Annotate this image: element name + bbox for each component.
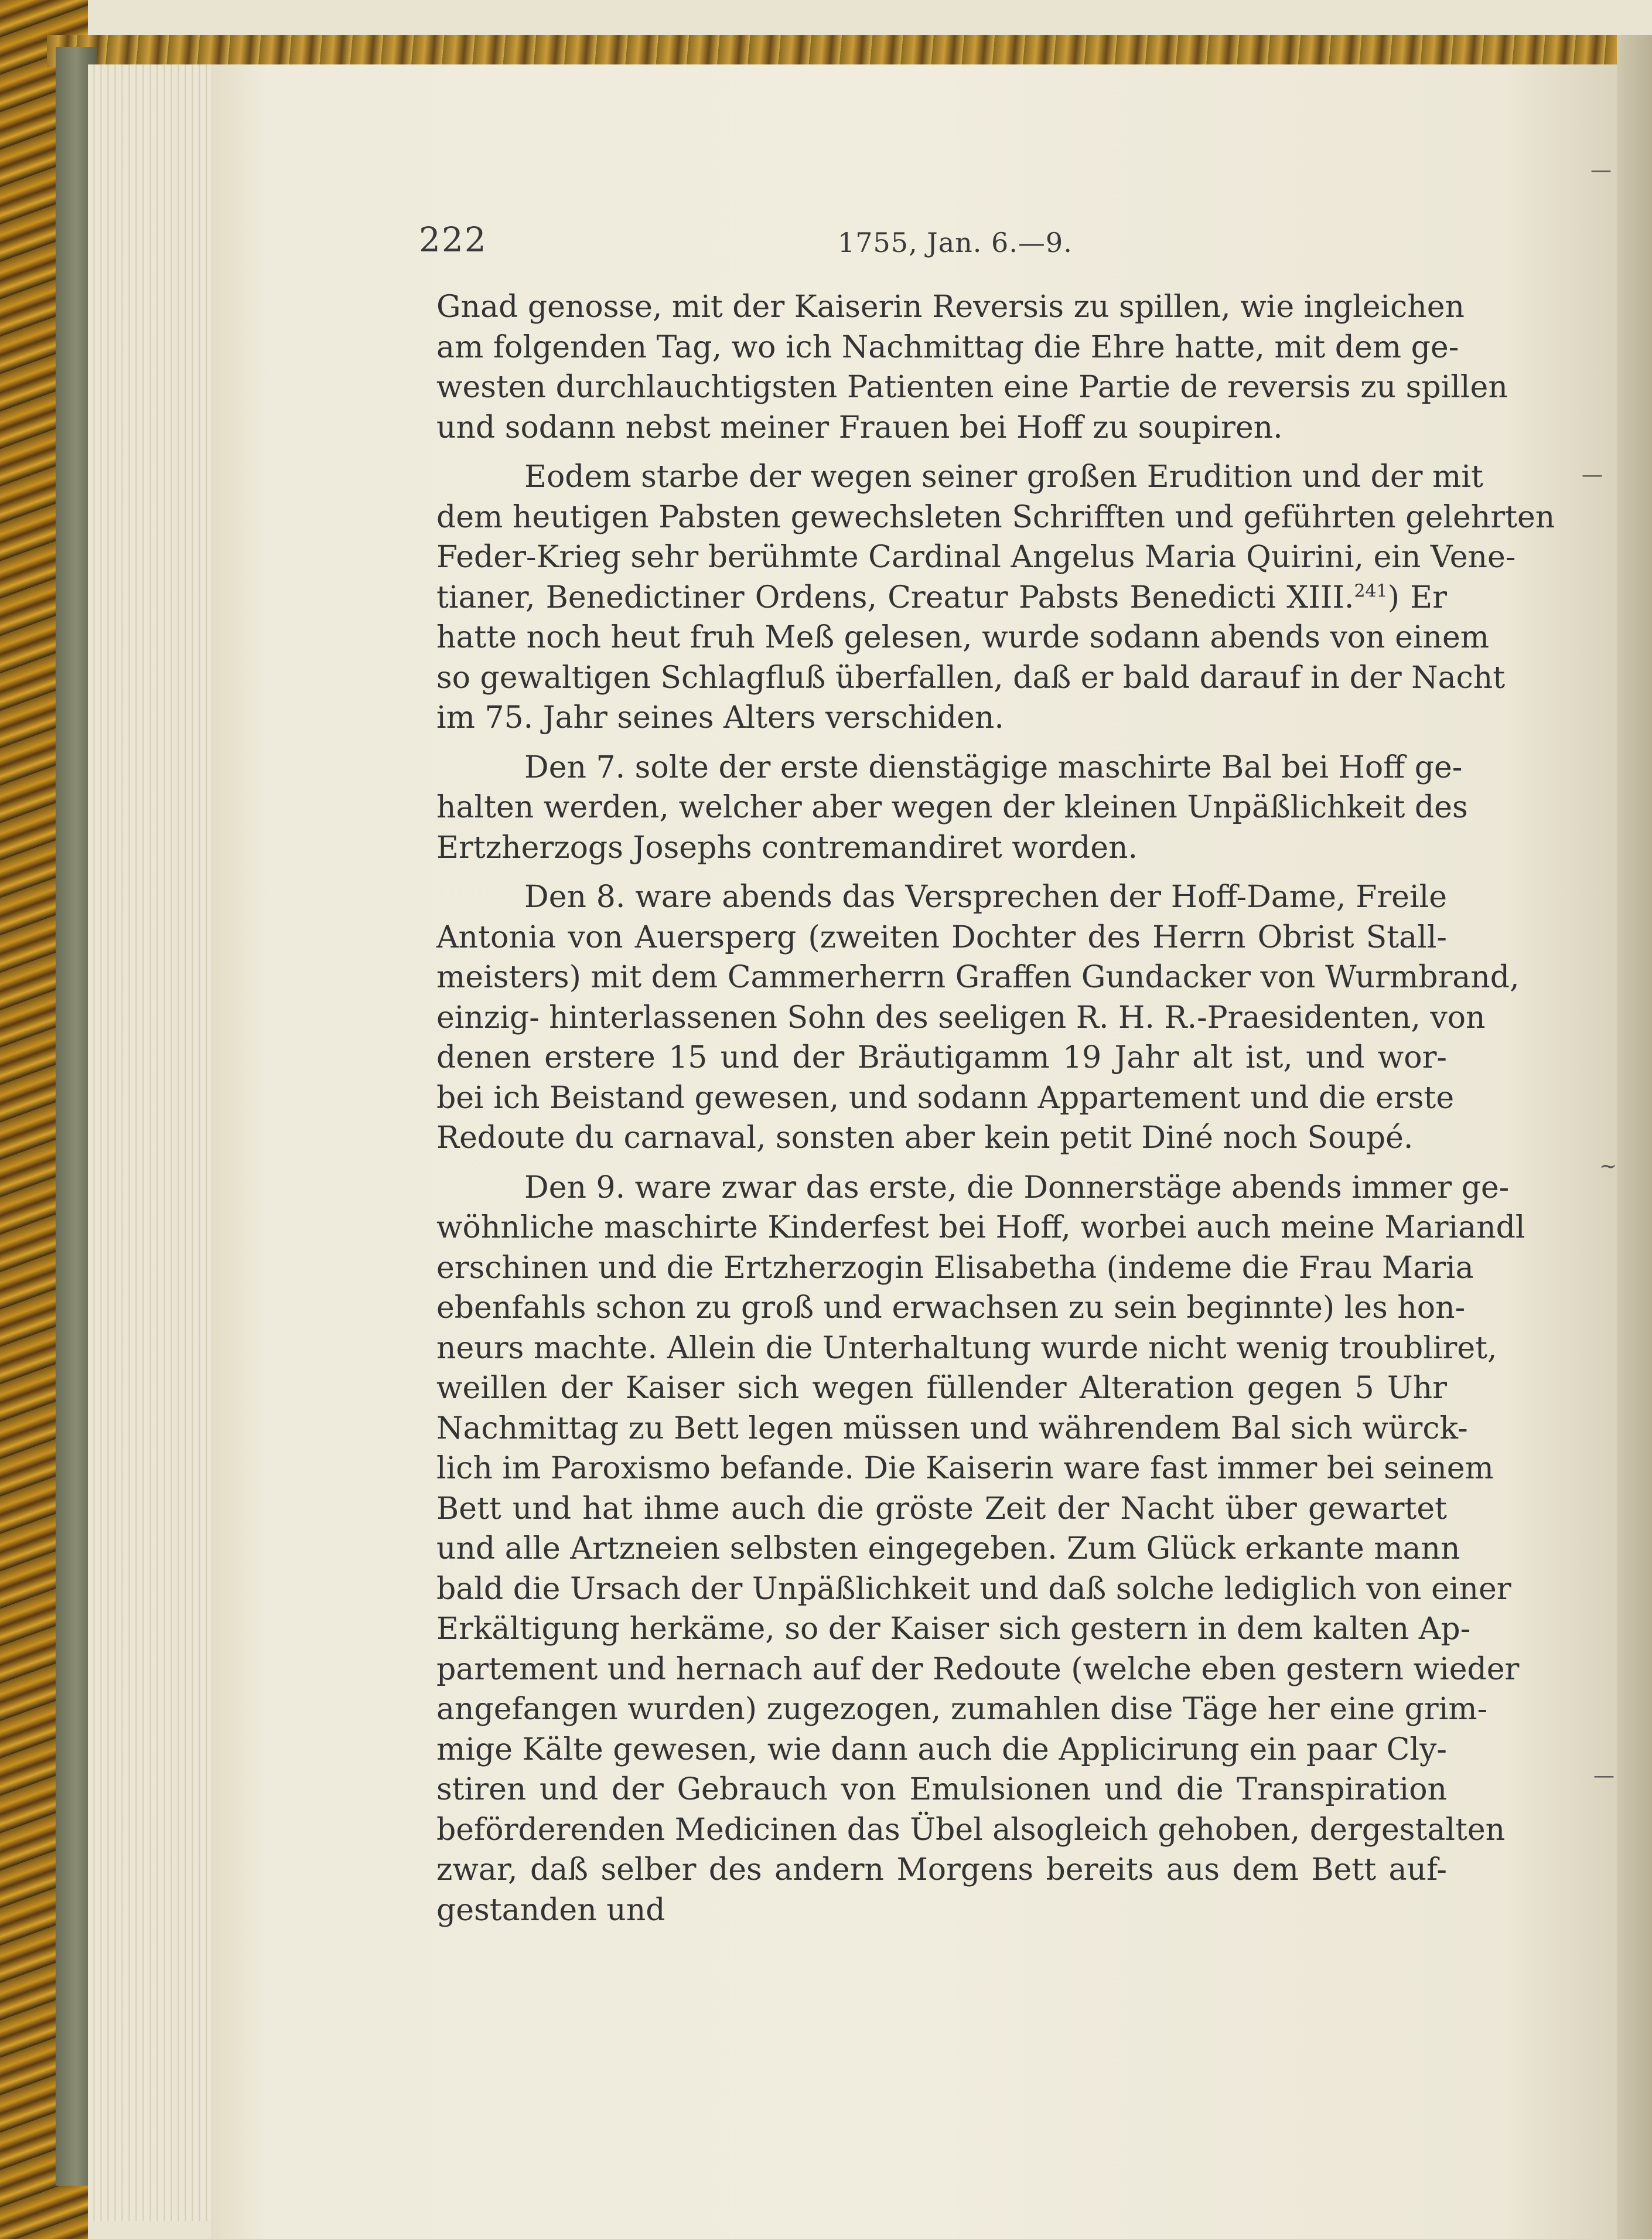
text-line: wöhnliche maschirte Kinderfest bei Hoff, worbei auch meine Mariandl: [436, 1210, 1525, 1245]
text-line: dem heutigen Pabsten gewechsleten Schrifften und geführten gelehrten: [436, 499, 1555, 535]
text-line: Nachmittag zu Bett legen müssen und währendem Bal sich würck-: [436, 1410, 1468, 1446]
text-line: Eodem starbe der wegen seiner großen Erudition und der mit: [524, 459, 1483, 495]
paragraph-5: [436, 1168, 1525, 1931]
text-line: im 75. Jahr seines Alters verschiden.: [436, 700, 1004, 735]
page-right-edge: [1617, 35, 1652, 2239]
footnote-reference: 241: [1354, 581, 1388, 602]
text-line: partement und hernach auf der Redoute (welche eben gestern wieder: [436, 1651, 1520, 1687]
paragraph-1: [436, 287, 1508, 448]
paragraph-4: [436, 877, 1520, 1158]
text-line: weillen der Kaiser sich wegen füllender Alteration gegen 5 Uhr: [436, 1371, 1447, 1406]
text-line: Erkältigung herkäme, so der Kaiser sich gestern in dem kalten Ap-: [436, 1611, 1471, 1647]
text-fragment: ) Er: [1387, 580, 1447, 615]
paragraph-3: [436, 748, 1468, 868]
text-line: hatte noch heut fruh Meß gelesen, wurde sodann abends von einem: [436, 620, 1490, 655]
text-line: bald die Ursach der Unpäßlichkeit und daß solche lediglich von einer: [436, 1571, 1511, 1607]
text-fragment: tianer, Benedictiner Ordens, Creatur Pabsts Benedicti XIII.: [436, 580, 1354, 615]
text-line: lich im Paroxismo befande. Die Kaiserin ware fast immer bei seinem: [436, 1451, 1494, 1486]
text-line: denen erstere 15 und der Bräutigamm 19 Jahr alt ist, und wor-: [436, 1040, 1447, 1075]
margin-mark: ~: [1599, 1154, 1617, 1178]
text-line: ebenfahls schon zu groß und erwachsen zu sein beginnte) les hon-: [436, 1290, 1466, 1325]
text-line: Redoute du carnaval, sonsten aber kein petit Diné noch Soupé.: [436, 1120, 1414, 1156]
text-line: Feder-Krieg sehr berühmte Cardinal Angelus Maria Quirini, ein Vene-: [436, 540, 1516, 575]
text-line: Bett und hat ihme auch die gröste Zeit der Nacht über gewartet: [436, 1491, 1447, 1526]
text-line: erschinen und die Ertzherzogin Elisabetha (indeme die Frau Maria: [436, 1250, 1474, 1286]
book-top-edge: [47, 35, 1652, 67]
text-line: Den 9. ware zwar das erste, die Donnerstäge abends immer ge-: [524, 1170, 1510, 1205]
text-line: und alle Artzneien selbsten eingegeben. Zum Glück erkante mann: [436, 1531, 1460, 1566]
body-text: [436, 287, 1555, 1930]
running-title: 1755, Jan. 6.—9.: [838, 227, 1073, 258]
text-line: bei ich Beistand gewesen, und sodann Appartement und die erste: [436, 1080, 1455, 1116]
text-line: meisters) mit dem Cammerherrn Graffen Gundacker von Wurmbrand,: [436, 960, 1520, 995]
text-line: einzig- hinterlassenen Sohn des seeligen R. H. R.-Praesidenten, von: [436, 1000, 1486, 1035]
text-line-with-footnote: [436, 578, 1447, 618]
margin-mark: —: [1590, 158, 1612, 182]
text-line: beförderenden Medicinen das Übel alsogleich gehoben, dergestalten: [436, 1812, 1506, 1848]
text-line: so gewaltigen Schlagfluß überfallen, daß er bald darauf in der Nacht: [436, 660, 1506, 696]
text-line: Antonia von Auersperg (zweiten Dochter des Herrn Obrist Stall-: [436, 919, 1447, 955]
paragraph-2: [436, 457, 1555, 738]
text-line: und sodann nebst meiner Frauen bei Hoff zu soupiren.: [436, 410, 1283, 445]
text-line: angefangen wurden) zugezogen, zumahlen dise Täge her eine grim-: [436, 1692, 1488, 1727]
page-edges: [88, 64, 220, 2221]
text-line: Gnad genosse, mit der Kaiserin Reversis zu spillen, wie ingleichen: [436, 289, 1465, 325]
text-line: stiren und der Gebrauch von Emulsionen und die Transpiration: [436, 1772, 1447, 1807]
text-line: neurs machte. Allein die Unterhaltung wurde nicht wenig troubliret,: [436, 1330, 1497, 1366]
text-line: Ertzherzogs Josephs contremandiret worden.: [436, 830, 1138, 865]
text-line: zwar, daß selber des andern Morgens bereits aus dem Bett auf-: [436, 1852, 1447, 1887]
text-line: Den 8. ware abends das Versprechen der Hoff-Dame, Freile: [524, 880, 1447, 915]
page-number: 222: [419, 220, 487, 260]
text-line: gestanden und: [436, 1892, 665, 1928]
text-line: Den 7. solte der erste dienstägige maschirte Bal bei Hoff ge-: [524, 749, 1463, 785]
text-line: mige Kälte gewesen, wie dann auch die Applicirung ein paar Cly-: [436, 1732, 1447, 1767]
text-line: westen durchlauchtigsten Patienten eine Partie de reversis zu spillen: [436, 370, 1508, 405]
text-line: halten werden, welcher aber wegen der kleinen Unpäßlichkeit des: [436, 790, 1468, 825]
margin-mark: —: [1582, 463, 1603, 487]
margin-mark: —: [1593, 1764, 1615, 1788]
text-line: am folgenden Tag, wo ich Nachmittag die Ehre hatte, mit dem ge-: [436, 329, 1459, 365]
